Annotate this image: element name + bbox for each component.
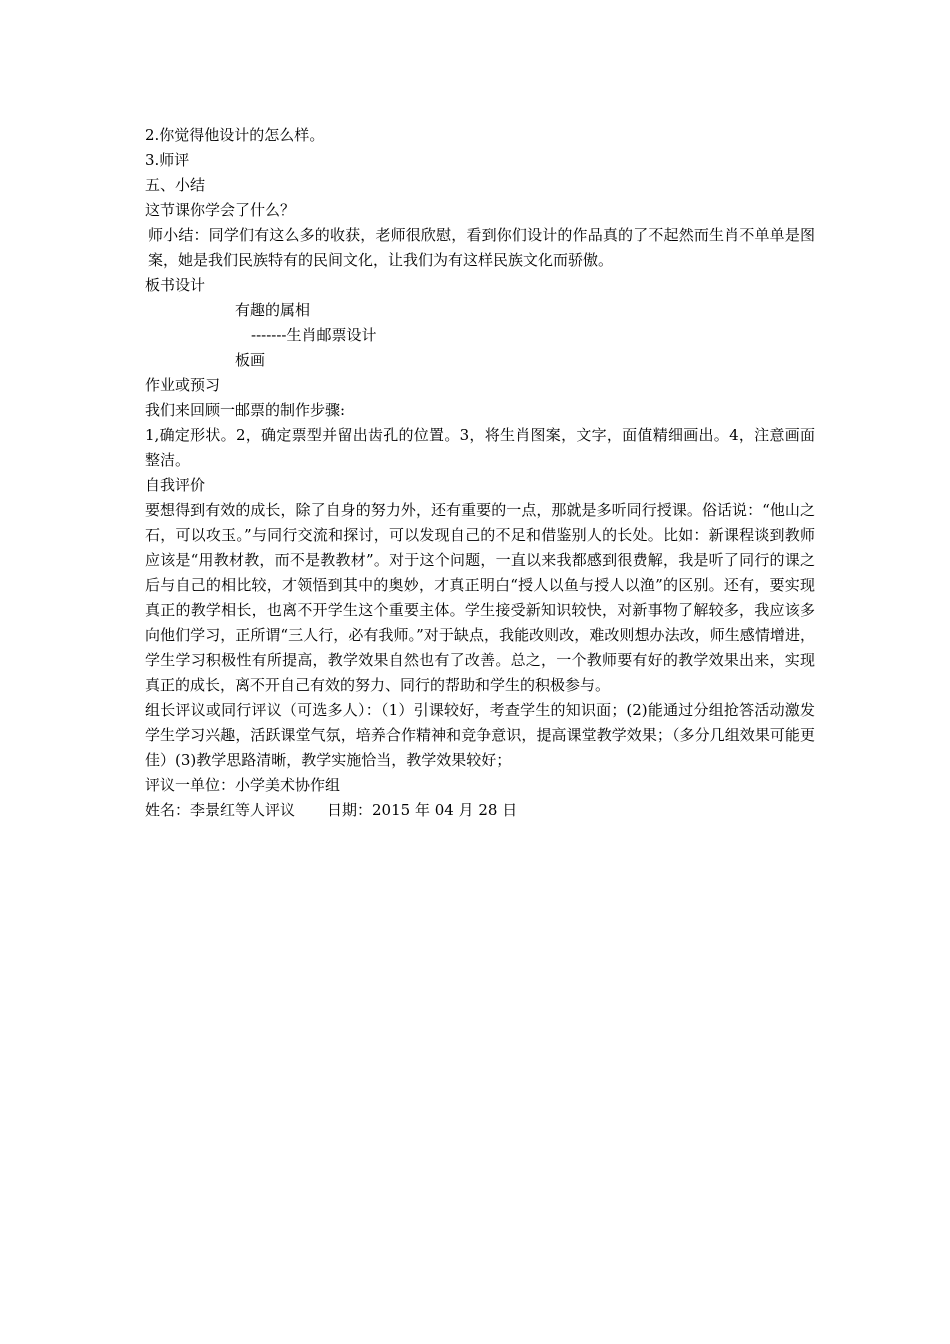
self-evaluation-heading: 自我评价	[145, 476, 206, 494]
signature-line	[145, 798, 815, 823]
reviewer-name: 姓名：李景红等人评议	[145, 801, 296, 819]
summary-question: 这节课你学会了什么？	[145, 201, 296, 219]
peer-review-paragraph: 组长评议或同行评议（可选多人）：（1）引课较好，考查学生的知识面；(2)能通过分组抢答活动激发学生学习兴趣，活跃课堂气氛，培养合作精神和竞争意识，提高课堂教学效果；（多分几组效果可能更佳）(3)教学思路清晰，教学实施恰当，教学效果较好；	[145, 701, 815, 769]
self-evaluation-paragraph: 要想得到有效的成长，除了自身的努力外，还有重要的一点，那就是多听同行授课。俗话说：“他山之石，可以攻玉。”与同行交流和探讨，可以发现自己的不足和借鉴别人的长处。比如：新课程谈到教师应该是“用教材教，而不是教教材”。对于这个问题，一直以来我都感到很费解，我是听了同行的课之后与自己的相比较，才领悟到其中的奥妙，才真正明白“授人以鱼与授人以渔”的区别。还有，要实现真正的教学相长，也离不开学生这个重要主体。学生接受新知识较快，对新事物了解较多，我应该多向他们学习，正所谓“三人行，必有我师。”对于缺点，我能改则改，难改则想办法改，师生感情增进，学生学习积极性有所提高，教学效果自然也有了改善。总之，一个教师要有好的教学效果出来，实现真正的成长，离不开自己有效的努力、同行的帮助和学生的积极参与。	[145, 501, 815, 694]
board-title: 有趣的属相	[235, 301, 311, 319]
homework-intro: 我们来回顾一邮票的制作步骤:	[145, 401, 346, 419]
homework-heading: 作业或预习	[145, 376, 221, 394]
review-unit-line: 评议一单位：小学美术协作组	[145, 776, 341, 794]
teacher-comment-line: 3.师评	[145, 151, 190, 169]
section-summary-heading: 五、小结	[145, 176, 206, 194]
review-date: 日期：2015 年 04 月 28 日	[327, 801, 518, 819]
question-line: 2.你觉得他设计的怎么样。	[145, 126, 325, 144]
document-page	[145, 123, 815, 823]
board-design-heading: 板书设计	[145, 276, 206, 294]
homework-steps-paragraph: 1,确定形状。2，确定票型并留出齿孔的位置。3，将生肖图案，文字，面值精细画出。4，注意画面整洁。	[145, 426, 815, 469]
board-subtitle: -------生肖邮票设计	[251, 326, 377, 344]
teacher-summary-paragraph: 师小结：同学们有这么多的收获，老师很欣慰，看到你们设计的作品真的了不起然而生肖不单单是图案，她是我们民族特有的民间文化，让我们为有这样民族文化而骄傲。	[148, 226, 815, 269]
board-drawing: 板画	[235, 351, 266, 369]
